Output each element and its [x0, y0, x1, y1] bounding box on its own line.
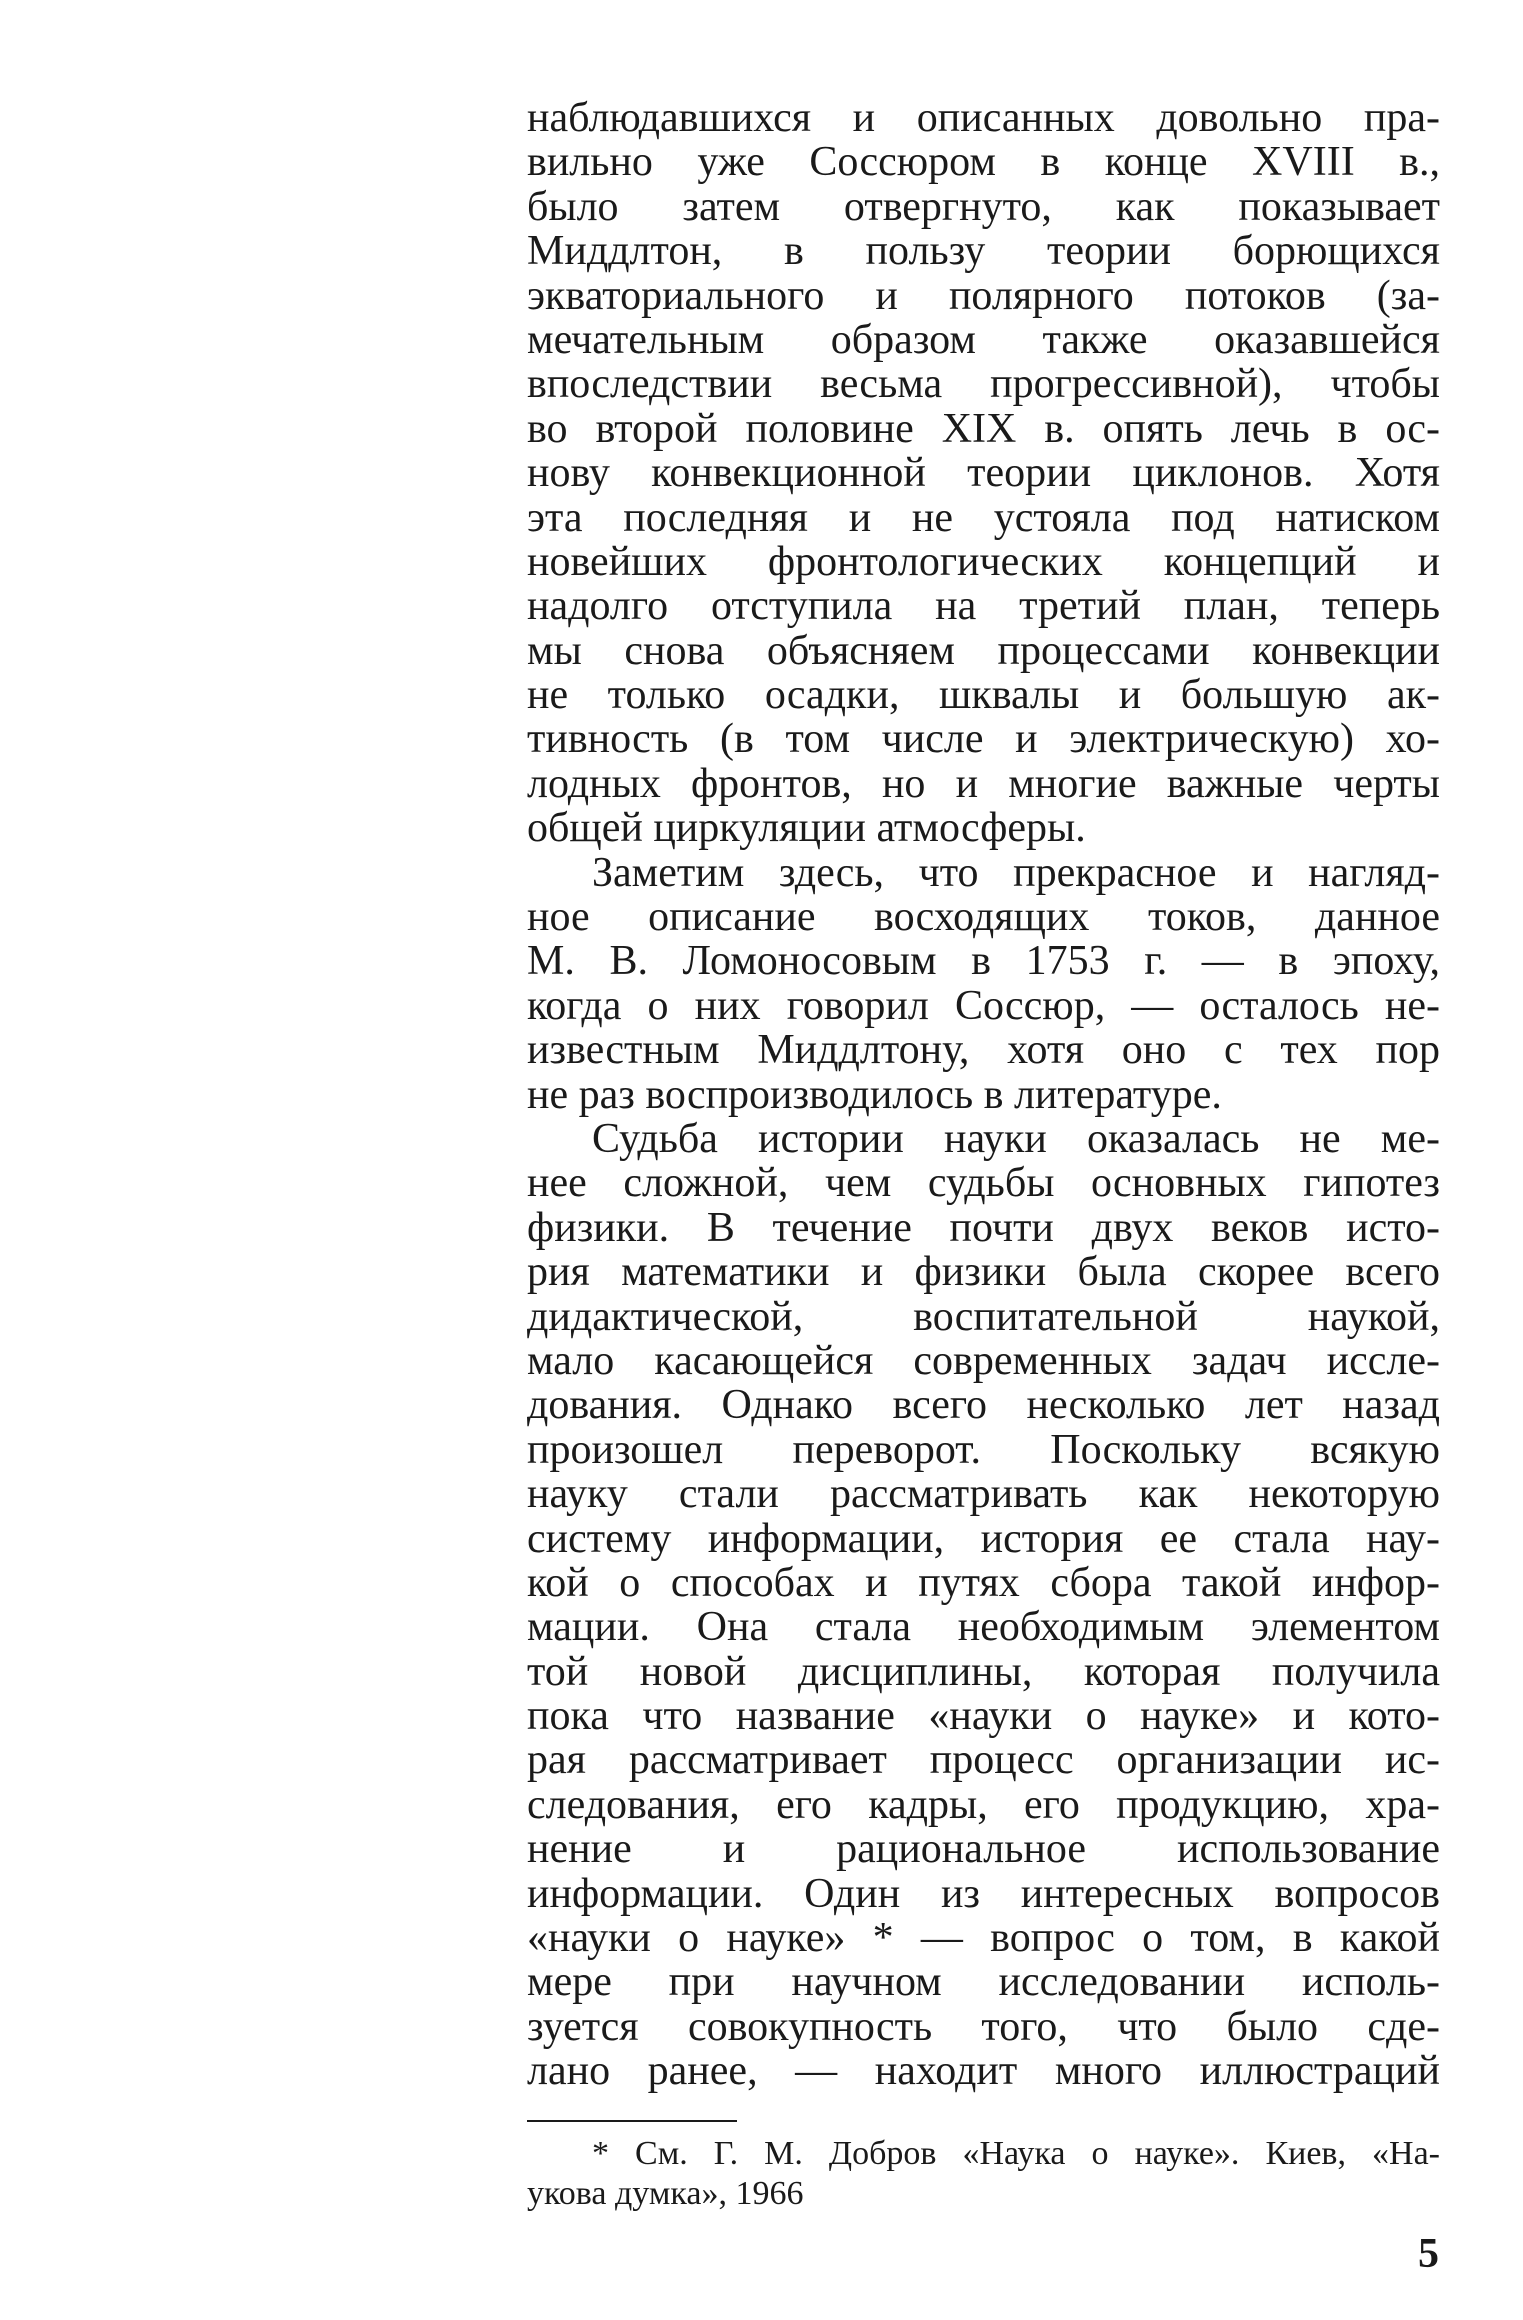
text-line: той новой дисциплины, которая получила [527, 1648, 1440, 1695]
footnote-divider [527, 2120, 737, 2122]
text-line: произошел переворот. Поскольку всякую [527, 1426, 1440, 1473]
text-line: мало касающейся современных задач иссле- [527, 1337, 1440, 1384]
text-line: во второй половине XIX в. опять лечь в ос- [527, 405, 1440, 452]
footnote-line: укова думка», 1966 [527, 2175, 804, 2212]
text-line: надолго отступила на третий план, теперь [527, 583, 1440, 630]
paragraph-first-line: Судьба истории науки оказалась не ме- [592, 1115, 1440, 1162]
text-line: дования. Однако всего несколько лет назад [527, 1382, 1440, 1429]
text-line: лодных фронтов, но и многие важные черты [527, 760, 1440, 807]
text-line: информации. Один из интересных вопросов [527, 1870, 1440, 1917]
text-line: наблюдавшихся и описанных довольно пра- [527, 95, 1440, 141]
text-line: «науки о науке» * — вопрос о том, в какой [527, 1915, 1440, 1962]
text-line: дидактической, воспитательной наукой, [527, 1293, 1440, 1340]
text-line: зуется совокупность того, что было сде- [527, 2003, 1440, 2050]
text-line: рая рассматривает процесс организации ис- [527, 1737, 1440, 1784]
text-line: нение и рациональное использование [527, 1826, 1440, 1873]
main-text [527, 96, 1440, 2094]
text-line: кой о способах и путях сбора такой инфор- [527, 1559, 1440, 1606]
text-line: рия математики и физики была скорее всего [527, 1249, 1440, 1296]
text-line: лано ранее, — находит много иллюстраций [527, 2048, 1440, 2095]
text-line: вильно уже Соссюром в конце XVIII в., [527, 139, 1440, 186]
text-line: впоследствии весьма прогрессивной), чтобы [527, 361, 1440, 408]
page-number: 5 [1418, 2231, 1439, 2277]
text-line: известным Миддлтону, хотя оно с тех пор [527, 1027, 1440, 1074]
text-line: не только осадки, шквалы и большую ак- [527, 672, 1440, 719]
text-line: ное описание восходящих токов, данное [527, 894, 1440, 941]
text-line: систему информации, история ее стала нау- [527, 1515, 1440, 1562]
text-line: экваториального и полярного потоков (за- [527, 272, 1440, 319]
text-line: общей циркуляции атмосферы. [527, 805, 1086, 852]
text-line: когда о них говорил Соссюр, — осталось не- [527, 982, 1440, 1029]
text-line: М. В. Ломоносовым в 1753 г. — в эпоху, [527, 938, 1440, 985]
text-line: науку стали рассматривать как некоторую [527, 1471, 1440, 1518]
text-line: новейших фронтологических концепций и [527, 538, 1440, 585]
text-line: следования, его кадры, его продукцию, хра- [527, 1781, 1440, 1828]
text-line: не раз воспроизводилось в литературе. [527, 1071, 1222, 1118]
text-line: мере при научном исследовании исполь- [527, 1959, 1440, 2006]
text-line: мы снова объясняем процессами конвекции [527, 627, 1440, 674]
text-line: пока что название «науки о науке» и кото- [527, 1693, 1440, 1740]
text-line: нову конвекционной теории циклонов. Хотя [527, 450, 1440, 497]
footnote [527, 2134, 1440, 2214]
text-line: было затем отвергнуто, как показывает [527, 183, 1440, 230]
text-line: нее сложной, чем судьбы основных гипотез [527, 1160, 1440, 1207]
text-line: мации. Она стала необходимым элементом [527, 1604, 1440, 1651]
text-line: мечательным образом также оказавшейся [527, 316, 1440, 363]
footnote-line: * См. Г. М. Добров «Наука о науке». Киев, «На- [592, 2135, 1440, 2172]
paragraph-first-line: Заметим здесь, что прекрасное и нагляд- [592, 849, 1440, 896]
text-line: Миддлтон, в пользу теории борющихся [527, 228, 1440, 275]
text-line: тивность (в том числе и электрическую) хо- [527, 716, 1440, 763]
text-line: эта последняя и не устояла под натиском [527, 494, 1440, 541]
text-line: физики. В течение почти двух веков исто- [527, 1204, 1440, 1251]
